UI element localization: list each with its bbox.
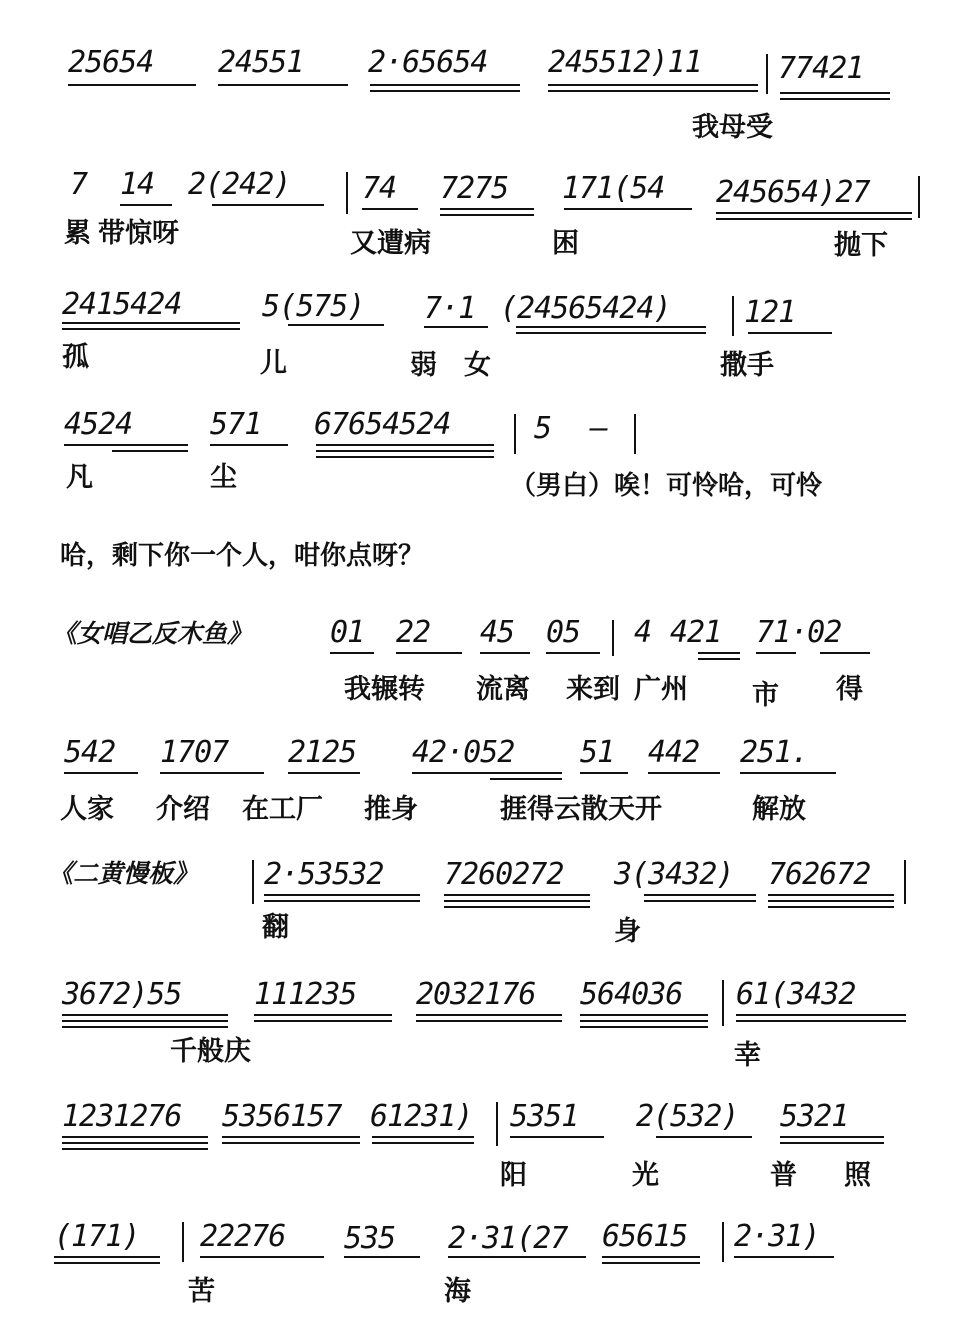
note-group: 4 (634, 615, 652, 650)
underline (62, 1148, 208, 1150)
note-group: 01 (330, 615, 365, 650)
underline (372, 1142, 474, 1144)
underline (516, 326, 706, 328)
lyric: 凡 (66, 462, 93, 493)
lyric: 幸 (734, 1040, 761, 1071)
note-group: 2·65654 (368, 45, 488, 80)
bar-line (514, 414, 516, 454)
underline (736, 1014, 906, 1016)
bar-line (722, 1222, 724, 1262)
lyric: 广州 (634, 674, 688, 705)
underline (330, 652, 374, 654)
underline (416, 1020, 562, 1022)
underline (64, 444, 188, 446)
underline (64, 772, 138, 774)
underline (54, 1262, 160, 1264)
bar-line (346, 172, 348, 214)
underline (370, 84, 520, 86)
underline (372, 1136, 474, 1138)
underline (548, 90, 758, 92)
lyric: 身 (614, 916, 641, 947)
underline (644, 900, 756, 902)
underline (648, 772, 720, 774)
underline (780, 98, 890, 100)
underline (716, 218, 912, 220)
note-group: 535 (344, 1221, 396, 1256)
bar-line (252, 860, 254, 904)
lyric: 介绍 (156, 794, 210, 825)
bar-line (182, 1222, 184, 1262)
note-group: 1231276 (62, 1099, 182, 1134)
lyric: 普 (770, 1160, 797, 1191)
note-group: 111235 (254, 977, 357, 1012)
lyric: 带惊呀 (98, 218, 179, 249)
note-group: 7275 (440, 171, 509, 206)
note-group: 74 (362, 171, 397, 206)
note-group: 251. (740, 735, 809, 770)
underline (316, 456, 494, 458)
note-group: 2·31) (734, 1219, 820, 1254)
underline (62, 1142, 208, 1144)
note-group: 51 (580, 735, 615, 770)
underline (820, 652, 870, 654)
lyric: 得 (836, 674, 863, 705)
underline (62, 1014, 228, 1016)
note-group: 2032176 (416, 977, 536, 1012)
underline (316, 450, 494, 452)
underline (768, 894, 894, 896)
underline (222, 1142, 360, 1144)
underline (580, 1014, 708, 1016)
note-group: 77421 (778, 51, 864, 86)
underline (698, 652, 740, 654)
note-group: 14 (120, 167, 155, 202)
underline (546, 652, 600, 654)
note-group: 542 (64, 735, 116, 770)
note-group: — (590, 411, 608, 446)
underline (768, 900, 894, 902)
underline (448, 1256, 586, 1258)
underline (288, 772, 360, 774)
note-group: 5 (534, 411, 552, 446)
underline (736, 1020, 906, 1022)
underline (264, 900, 420, 902)
lyric: 我母受 (692, 112, 773, 143)
lyric: 苦 (188, 1276, 215, 1307)
lyric: 人家 (60, 794, 114, 825)
note-group: 71·02 (756, 615, 842, 650)
underline (734, 1256, 834, 1258)
underline (62, 1136, 208, 1138)
underline (416, 1014, 562, 1016)
lyric: 推身 (364, 794, 418, 825)
underline (780, 92, 890, 94)
note-group: 7 (70, 167, 88, 202)
note-group: 65615 (602, 1219, 688, 1254)
lyric: 来到 (566, 674, 620, 705)
lyric: 阳 (500, 1160, 527, 1191)
note-group: (24565424) (500, 291, 671, 326)
underline (768, 906, 894, 908)
underline (62, 1020, 228, 1022)
bar-line (766, 54, 768, 94)
bar-line (612, 620, 614, 656)
underline (344, 1256, 420, 1258)
bar-line (634, 414, 636, 454)
underline (548, 84, 758, 86)
note-group: 4524 (64, 407, 133, 442)
underline (780, 1142, 884, 1144)
note-group: 2125 (288, 735, 357, 770)
underline (160, 772, 264, 774)
lyric: 儿 (260, 348, 287, 379)
underline (644, 894, 756, 896)
note-group: 3(3432) (614, 857, 734, 892)
underline (440, 208, 534, 210)
note-group: 442 (648, 735, 700, 770)
note-group: 61(3432 (736, 977, 856, 1012)
note-group: 2(242) (188, 167, 291, 202)
lyric: 我辗转 (344, 674, 425, 705)
note-group: 2415424 (62, 287, 182, 322)
note-group: (171) (54, 1219, 140, 1254)
lyric: 海 (444, 1276, 471, 1307)
note-group: 3672)55 (62, 977, 182, 1012)
note-group: 5356157 (222, 1099, 342, 1134)
underline (62, 322, 240, 324)
spoken-line: （男白）唉！可怜哈，可怜 (510, 471, 823, 501)
note-group: 5321 (780, 1099, 849, 1134)
lyric: 翻 (262, 912, 289, 943)
note-group: 762672 (768, 857, 871, 892)
underline (716, 212, 912, 214)
note-group: 42·052 (412, 735, 515, 770)
lyric: 又遭病 (350, 228, 431, 259)
lyric: 市 (752, 680, 779, 711)
underline (210, 444, 288, 446)
note-group: 5(575) (262, 289, 365, 324)
underline (424, 326, 488, 328)
note-group: 24551 (218, 45, 304, 80)
section-heading: 《女唱乙反木鱼》 (52, 619, 253, 648)
lyric: 尘 (210, 462, 237, 493)
note-group: 1707 (160, 735, 229, 770)
note-group: 7·1 (424, 291, 476, 326)
underline (288, 324, 384, 326)
underline (440, 214, 534, 216)
underline (68, 84, 196, 86)
underline (362, 208, 418, 210)
underline (580, 772, 628, 774)
underline (212, 204, 324, 206)
lyric: 解放 (752, 794, 806, 825)
underline (54, 1256, 160, 1258)
underline (444, 906, 590, 908)
note-group: 564036 (580, 977, 683, 1012)
lyric: 光 (632, 1160, 659, 1191)
bar-line (732, 296, 734, 336)
underline (396, 652, 462, 654)
underline (370, 90, 520, 92)
note-group: 05 (546, 615, 581, 650)
underline (254, 1014, 392, 1016)
underline (62, 328, 240, 330)
underline (264, 894, 420, 896)
underline (564, 208, 692, 210)
note-group: 22 (396, 615, 431, 650)
bar-line (496, 1102, 498, 1146)
underline (62, 1026, 228, 1028)
lyric: 弱 (410, 350, 437, 381)
underline (656, 1136, 752, 1138)
note-group: 245654)27 (716, 175, 870, 210)
lyric: 捱得云散天开 (500, 794, 662, 825)
underline (444, 894, 590, 896)
note-group: 61231) (370, 1099, 473, 1134)
note-group: 25654 (68, 45, 154, 80)
note-group: 22276 (200, 1219, 286, 1254)
lyric: 女 (464, 350, 491, 381)
underline (602, 1262, 700, 1264)
underline (602, 1256, 700, 1258)
underline (580, 1020, 708, 1022)
note-group: 421 (670, 615, 722, 650)
note-group: 171(54 (562, 171, 665, 206)
underline (112, 450, 188, 452)
underline (120, 204, 172, 206)
underline (200, 1256, 324, 1258)
underline (516, 332, 706, 334)
underline (490, 778, 562, 780)
note-group: 67654524 (314, 407, 451, 442)
lyric: 抛下 (834, 230, 888, 261)
lyric: 困 (552, 228, 579, 259)
bar-line (904, 860, 906, 904)
underline (222, 1136, 360, 1138)
underline (218, 84, 348, 86)
note-group: 5351 (510, 1099, 579, 1134)
section-heading: 《二黄慢板》 (48, 859, 199, 888)
lyric: 孤 (62, 342, 89, 373)
underline (510, 1136, 604, 1138)
lyric: 累 (64, 218, 91, 249)
note-group: 2·31(27 (448, 1221, 568, 1256)
underline (480, 652, 530, 654)
note-group: 121 (744, 295, 796, 330)
underline (254, 1020, 392, 1022)
spoken-line: 哈，剩下你一个人，咁你点呀？ (60, 541, 425, 571)
note-group: 245512)11 (548, 45, 702, 80)
lyric: 流离 (476, 674, 530, 705)
underline (780, 1136, 884, 1138)
bar-line (918, 176, 920, 218)
underline (756, 652, 796, 654)
lyric: 在工厂 (242, 794, 323, 825)
note-group: 7260272 (444, 857, 564, 892)
bar-line (722, 980, 724, 1026)
note-group: 45 (480, 615, 515, 650)
underline (698, 658, 740, 660)
underline (316, 444, 494, 446)
underline (740, 772, 836, 774)
underline (412, 772, 562, 774)
lyric: 照 (844, 1160, 871, 1191)
note-group: 2·53532 (264, 857, 384, 892)
underline (444, 900, 590, 902)
lyric: 千般庆 (170, 1036, 251, 1067)
underline (748, 332, 832, 334)
note-group: 2(532) (636, 1099, 739, 1134)
lyric: 撒手 (720, 350, 774, 381)
underline (580, 1026, 708, 1028)
note-group: 571 (210, 407, 262, 442)
